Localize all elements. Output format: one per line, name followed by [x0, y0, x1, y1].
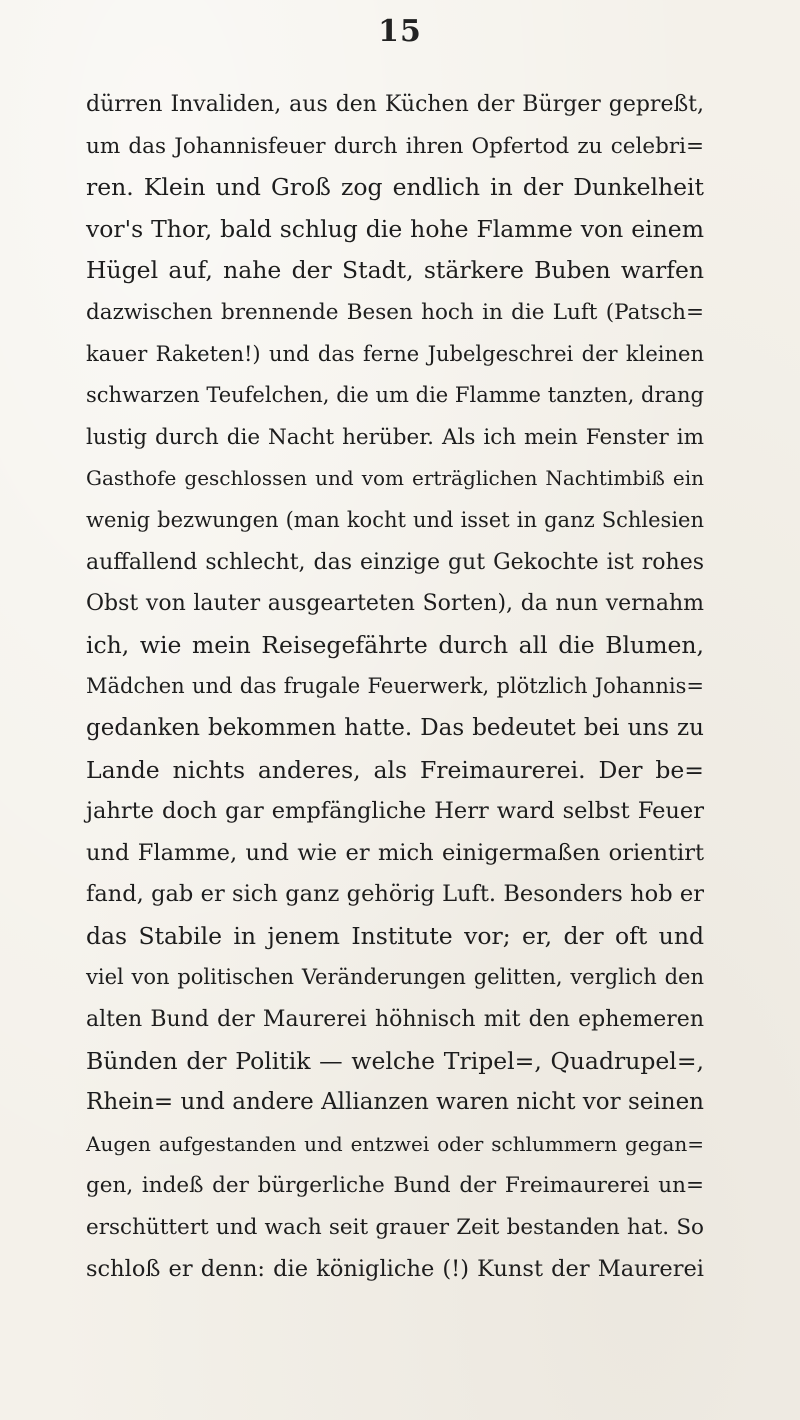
- text-line: wenig bezwungen (man kocht und isset in ganz Schlesien: [86, 507, 704, 532]
- text-line: Lande nichts anderes, als Freimaurerei. Der be=: [86, 755, 704, 784]
- text-line: Mädchen und das frugale Feuerwerk, plötzlich Johannis=: [86, 674, 704, 699]
- text-line: jahrte doch gar empfängliche Herr ward selbst Feuer: [86, 798, 704, 825]
- text-line: gedanken bekommen hatte. Das bedeutet bei uns zu: [86, 714, 704, 741]
- text-line: auffallend schlecht, das einzige gut Gekochte ist rohes: [86, 549, 704, 575]
- text-line: alten Bund der Maurerei höhnisch mit den ephemeren: [86, 1007, 704, 1033]
- text-line: schwarzen Teufelchen, die um die Flamme tanzten, drang: [86, 383, 704, 408]
- page-number: 15: [378, 14, 422, 49]
- text-line: und Flamme, und wie er mich einigermaßen orientirt: [86, 839, 704, 866]
- text-line: fand, gab er sich ganz gehörig Luft. Besonders hob er: [86, 881, 704, 908]
- text-line: Rhein= und andere Allianzen waren nicht vor seinen: [86, 1089, 704, 1116]
- text-line: Bünden der Politik — welche Tripel=, Quadrupel=,: [86, 1046, 704, 1075]
- text-line: gen, indeß der bürgerliche Bund der Freimaurerei un=: [86, 1173, 704, 1199]
- text-line: Obst von lauter ausgearteten Sorten), da nun vernahm: [86, 591, 704, 617]
- text-line: dazwischen brennende Besen hoch in die Luft (Patsch=: [86, 299, 704, 325]
- text-line: Augen aufgestanden und entzwei oder schlummern gegan=: [86, 1131, 704, 1156]
- text-line: Gasthofe geschlossen und vom erträglichen Nachtimbiß ein: [86, 466, 704, 491]
- text-line: kauer Raketen!) und das ferne Jubelgeschrei der kleinen: [86, 341, 704, 366]
- text-line: vor's Thor, bald schlug die hohe Flamme von einem: [86, 214, 704, 243]
- text-line: viel von politischen Veränderungen gelitten, verglich den: [86, 965, 704, 990]
- text-line: erschüttert und wach seit grauer Zeit bestanden hat. So: [86, 1215, 704, 1241]
- text-line: ich, wie mein Reisegefährte durch all die Blumen,: [86, 630, 704, 659]
- text-line: dürren Invaliden, aus den Küchen der Bürger gepreßt,: [86, 92, 704, 117]
- text-line: Hügel auf, nahe der Stadt, stärkere Buben warfen: [86, 256, 704, 285]
- text-line: lustig durch die Nacht herüber. Als ich mein Fenster im: [86, 424, 704, 450]
- text-line: um das Johannisfeuer durch ihren Opfertod zu celebri=: [86, 133, 704, 159]
- body-text: [86, 84, 704, 1290]
- text-line: das Stabile in jenem Institute vor; er, der oft und: [86, 921, 704, 950]
- text-line: schloß er denn: die königliche (!) Kunst der Maurerei: [86, 1255, 704, 1282]
- text-line: ren. Klein und Groß zog endlich in der Dunkelheit: [86, 173, 704, 202]
